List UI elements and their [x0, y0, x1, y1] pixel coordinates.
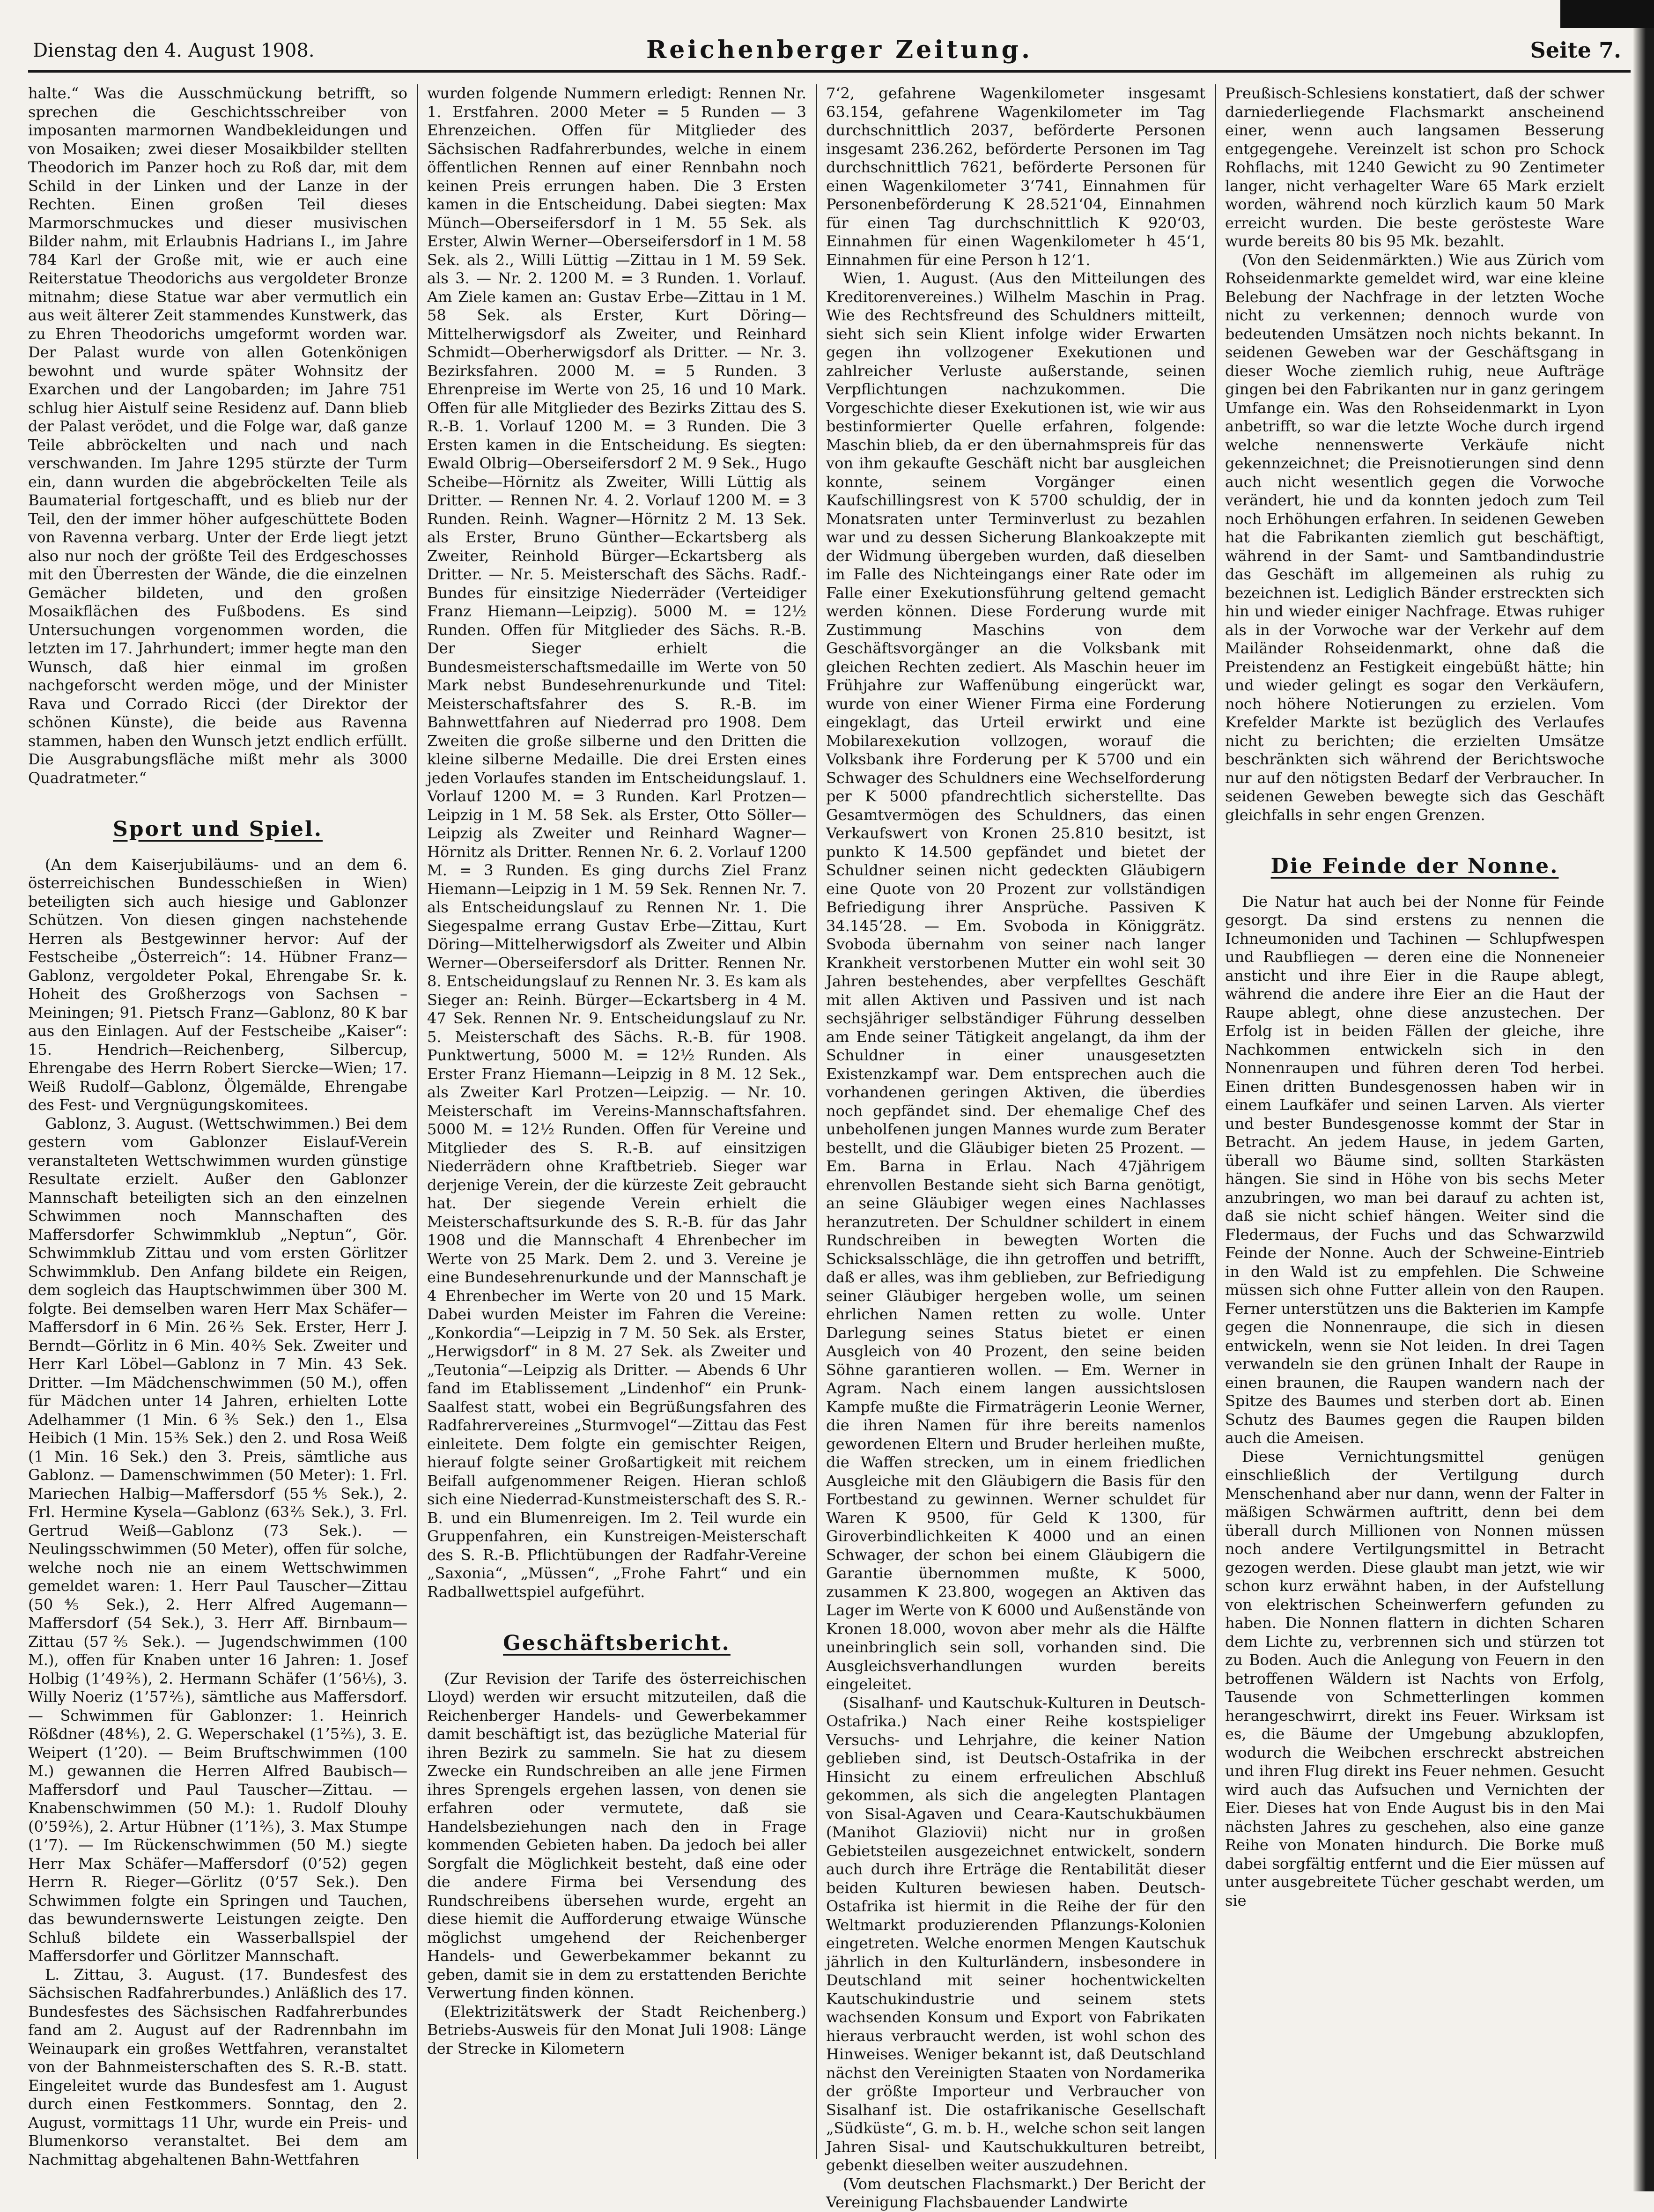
article-paragraph: Diese Vernichtungsmittel genügen einschließlich der Vertilgung durch Menschenhand aber nur dann, wenn der Falter in mäßigen Schwärmen auftritt, denn bei dem überall durch Millionen von Nonnen müssen noch andere Vertilgungsmittel in Betracht gezogen werden. Diese glaubt man jetzt, wie wir schon kurz erwähnt haben, in der Aufstellung von elektrischen Scheinwerfern gefunden zu haben. Die Nonnen flattern in dichten Scharen dem Lichte zu, verbrennen sich und stürzen tot zu Boden. Auch die Anlegung von Feuern in den betroffenen Wäldern ist Nachts von Erfolg, Tausende von Schmetterlingen kommen herangeschwirrt, direkt ins Feuer. Wirksam ist es, die Bäume der Umgebung abzuklopfen, wodurch die Weibchen erschreckt abstreichen und ihren Flug direkt ins Feuer nehmen. Gesucht wird auch das Aufsuchen und Vernichten der Eier. Dieses hat von Ende August bis in den Mai nächsten Jahres zu geschehen, also eine ganze Reihe von Monaten hindurch. Die Borke muß dabei sorgfältig entfernt und die Eier müssen auf unter ausgebreitete Tücher geschabt werden, um sie	[1225, 1447, 1604, 1909]
article-paragraph: (Elektrizitätswerk der Stadt Reichenberg.) Betriebs-Ausweis für den Monat Juli 1908: Länge der Strecke in Kilometern	[427, 2002, 806, 2057]
column-1	[28, 84, 407, 2168]
article-paragraph: Gablonz, 3. August. (Wettschwimmen.) Bei dem gestern vom Gablonzer Eislauf-Verein veranstalteten Wettschwimmen wurden günstige Resultate erzielt. Außer den Gablonzer Mannschaft beteiligten sich an den einzelnen Schwimmen noch Mannschaften des Maffersdorfer Schwimmklub „Neptun“, Gör. Schwimmklub Zittau und vom ersten Görlitzer Schwimmklub. Den Anfang bildete ein Reigen, dem sogleich das Hauptschwimmen über 300 M. folgte. Bei demselben waren Herr Max Schäfer—Maffersdorf in 6 Min. 26⅖ Sek. Erster, Herr J. Berndt—Görlitz in 6 Min. 40⅖ Sek. Zweiter und Herr Karl Löbel—Gablonz in 7 Min. 43 Sek. Dritter. —Im Mädchenschwimmen (50 M.), offen für Mädchen unter 14 Jahren, erhielten Lotte Adelhammer (1 Min. 6⅗ Sek.) den 1., Elsa Heibich (1 Min. 15⅗ Sek.) den 2. und Rosa Weiß (1 Min. 16 Sek.) den 3. Preis, sämtliche aus Gablonz. — Damenschwimmen (50 Meter): 1. Frl. Mariechen Halbig—Maffersdorf (55⅘ Sek.), 2. Frl. Hermine Kysela—Gablonz (63⅖ Sek.), 3. Frl. Gertrud Weiß—Gablonz (73 Sek.). — Neulingsschwimmen (50 Meter), offen für solche, welche noch nie an einem Wettschwimmen gemeldet waren: 1. Herr Paul Tauscher—Zittau (50⅘ Sek.), 2. Herr Alfred Augemann—Maffersdorf (54 Sek.), 3. Herr Aff. Birnbaum—Zittau (57⅖ Sek.). — Jugendschwimmen (100 M.), offen für Knaben unter 16 Jahren: 1. Josef Holbig (1’49⅖), 2. Hermann Schäfer (1’56⅕), 3. Willy Noeriz (1’57⅖), sämtliche aus Maffersdorf. — Schwimmen für Gablonzer: 1. Heinrich Rößdner (48⅘), 2. G. Weperschakel (1’5⅖), 3. E. Weipert (1’20). — Beim Bruftschwimmen (100 M.) gewannen die Herren Alfred Baubisch—Maffersdorf und Paul Tauscher—Zittau. — Knabenschwimmen (50 M.): 1. Rudolf Dlouhy (0’59⅖), 2. Artur Hübner (1’1⅖), 3. Max Stumpe (1’7). — Im Rückenschwimmen (50 M.) siegte Herr Max Schäfer—Maffersdorf (0’52) gegen Herrn R. Rieger—Görlitz (0’57 Sek.). Den Schwimmen folgte ein Springen und Tauchen, das bewundernswerte Leistungen zeigte. Den Schluß bildete ein Wasserballspiel der Maffersdorfer und Görlitzer Mannschaft.	[28, 1114, 407, 1965]
article-paragraph: (Vom deutschen Flachsmarkt.) Der Bericht der Vereinigung Flachsbauender Landwirte	[826, 2175, 1205, 2211]
column-rule	[417, 84, 418, 2159]
article-paragraph: Wien, 1. August. (Aus den Mitteilungen des Kreditorenvereines.) Wilhelm Maschin in Prag. Wie des Rechtsfreund des Schuldners mitteilt, sieht sich sein Klient infolge wider Erwarten gegen ihn vollzogener Exekutionen und zahlreicher Verluste außerstande, seinen Verpflichtungen nachzukommen. Die Vorgeschichte dieser Exekutionen ist, wie wir aus bestinformierter Quelle erfahren, folgende: Maschin blieb, da er den übernahmspreis für das von ihm gekaufte Geschäft nicht bar ausgleichen konnte, seinem Vorgänger einen Kaufschillingsrest von K 5700 schuldig, der in Monatsraten unter Terminverlust zu bezahlen war und zu dessen Sicherung Blankoakzepte mit der Widmung übergeben wurden, daß dieselben im Falle des Nichteingangs einer Rate oder im Falle einer Exekutionsführung geltend gemacht werden können. Diese Forderung wurde mit Zustimmung Maschins von dem Geschäftsvorgänger an die Volksbank mit gleichen Rechten zediert. Als Maschin heuer im Frühjahre zur Waffenübung eingerückt war, wurde von einer Wiener Firma eine Forderung eingeklagt, das Urteil erwirkt und eine Mobilarexekution vollzogen, worauf die Volksbank ihre Forderung per K 5700 und ein Schwager des Schuldners eine Wechselforderung per K 5000 pfandrechtlich sicherstellte. Das Gesamtvermögen des Schuldners, das einen Verkaufswert von Kronen 25.810 besitzt, ist punkto K 14.500 gepfändet und bietet der Schuldner seinen nicht gedeckten Gläubigern eine Quote von 20 Prozent zur vollständigen Befriedigung ihrer Ansprüche. Passiven K 34.145‘28. — Em. Svoboda in Königgrätz. Svoboda übernahm von seiner nach langer Krankheit verstorbenen Mutter ein wohl seit 30 Jahren bestehendes, aber verpfelltes Geschäft mit allen Aktiven und Passiven und ist nach sechsjähriger selbständiger Führung desselben am Ende seiner Tätigkeit angelangt, da ihm der Schuldner in einer unausgesetzten Existenzkampf war. Dem entsprechen auch die vorhandenen geringen Aktiven, die überdies noch gepfändet sind. Der ehemalige Chef des unbeholfenen jungen Mannes wurde zum Berater bestellt, und die Gläubiger bieten 25 Prozent. — Em. Barna in Erlau. Nach 47jährigem ehrenvollen Bestande sieht sich Barna genötigt, an seine Gläubiger wegen eines Nachlasses heranzutreten. Der Schuldner schildert in einem Rundschreiben in bewegten Worten die Schicksalsschläge, die ihn getroffen und betrifft, daß er alles, was ihm geblieben, zur Befriedigung seiner Gläubiger hergeben wolle, um seinen ehrlichen Namen retten zu wolle. Unter Darlegung seines Status bietet er einen Ausgleich von 40 Prozent, den seine beiden Söhne garantieren wollen. — Em. Werner in Agram. Nach einem langen aussichtslosen Kampfe mußte die Firmaträgerin Leonie Werner, die ihren Namen für ihre bereits namenlos gewordenen Eltern und Bruder herleihen mußte, die Waffen strecken, um in einem friedlichen Ausgleiche mit den Gläubigern die Basis für den Fortbestand zu gewinnen. Werner schuldet für Waren K 9500, für Geld K 1300, für Giroverbindlichkeiten K 4000 und an einen Schwager, der schon bei einem Gläubigern die Garantie übernommen mußte, K 5000, zusammen K 23.800, wogegen an Aktiven das Lager im Werte von K 6000 und Außenstände von Kronen 18.000, wovon aber mehr als die Hälfte uneinbringlich sein soll, vorhanden sind. Die Ausgleichsverhandlungen wurden bereits eingeleitet.	[826, 269, 1205, 1693]
article-text: Preußisch-Schlesiens konstatiert, daß der schwer darniederliegende Flachsmarkt anscheinend einer, wenn auch langsamen Besserung entgegengehe. Vereinzelt ist schon pro Schock Rohflachs, mit 1240 Gewicht zu 90 Zentimeter langer, nicht verhagelter Ware 65 Mark erzielt worden, während noch kürzlich kaum 50 Mark erreicht wurden. Die beste gerösteste Ware wurde bereits 80 bis 95 Mk. bezahlt.	[1225, 84, 1604, 250]
section-heading: Sport und Spiel.	[112, 817, 323, 841]
article-paragraph: (Von den Seidenmärkten.) Wie aus Zürich vom Rohseidenmarkte gemeldet wird, war eine kleine Belebung der Nachfrage in der letzten Woche nicht zu verkennen; dennoch wurde von bedeutenden Umsätzen noch nichts bekannt. In seidenen Geweben war der Geschäftsgang in dieser Woche ziemlich ruhig, neue Aufträge gingen bei den Fabrikanten nur in ganz geringem Umfange ein. Was den Rohseidenmarkt in Lyon anbetrifft, so war die letzte Woche durch irgend welche nennenswerte Verkäufe nicht gekennzeichnet; die Preisnotierungen sind denn auch nicht wesentlich gegen die Vorwoche verändert, hie und da konnten jedoch zum Teil noch Erhöhungen erfahren. In seidenen Geweben hat die Fabrikanten ziemlich gut beschäftigt, während in der Samt- und Samtbandindustrie das Geschäft im allgemeinen als ruhig zu bezeichnen ist. Lediglich Bänder erstreckten sich hin und wieder einiger Nachfrage. Etwas ruhiger als in der Vorwoche war der Verkehr auf dem Mailänder Rohseidenmarkt, ohne daß die Preistendenz an Festigkeit eingebüßt hätte; hin und wieder gelingt es sogar den Verkäufern, noch höhere Notierungen zu erzielen. Vom Krefelder Markte ist bezüglich des Verlaufes nicht zu berichten; die erzielten Umsätze beschränkten sich während der Berichtswoche nur auf den nötigsten Bedarf der Verbraucher. In seidenen Geweben bewegte sich das Geschäft gleichfalls in sehr engen Grenzen.	[1225, 251, 1604, 824]
columns	[28, 84, 1625, 2211]
column-4	[1225, 84, 1604, 2159]
article-text: wurden folgende Nummern erledigt: Rennen Nr. 1. Erstfahren. 2000 Meter = 5 Runden — 3 Ehrenzeichen. Offen für Mitglieder des Sächsischen Radfahrerbundes, welche in einem öffentlichen Rennen auf einer Rennbahn noch keinen Preis errungen haben. Die 3 Ersten kamen in die Entscheidung. Dabei siegten: Max Münch—Oberseifersdorf in 1 M. 55 Sek. als Erster, Alwin Werner—Oberseifersdorf in 1 M. 58 Sek. als 2., Willi Lüttig —Zittau in 1 M. 59 Sek. als 3. — Nr. 2. 1200 M. = 3 Runden. 1. Vorlauf. Am Ziele kamen an: Gustav Erbe—Zittau in 1 M. 58 Sek. als Erster, Kurt Döring—Mittelherwigsdorf als Zweiter, und Reinhard Schmidt—Oberherwigsdorf als Dritter. — Nr. 3. Bezirksfahren. 2000 M. = 5 Runden. 3 Ehrenpreise im Werte von 25, 16 und 10 Mark. Offen für alle Mitglieder des Bezirks Zittau des S. R.-B. 1. Vorlauf 1200 M. = 3 Runden. Die 3 Ersten kamen in die Entscheidung. Es siegten: Ewald Olbrig—Oberseifersdorf 2 M. 9 Sek., Hugo Scheibe—Hörnitz als Zweiter, Willi Lüttig als Dritter. — Rennen Nr. 4. 2. Vorlauf 1200 M. = 3 Runden. Reinh. Wagner—Hörnitz 2 M. 13 Sek. als Erster, Bruno Günther—Eckartsberg als Zweiter, Reinhold Bürger—Eckartsberg als Dritter. — Nr. 5. Meisterschaft des Sächs. Radf.-Bundes für einsitzige Niederräder (Verteidiger Franz Hiemann—Leipzig). 5000 M. = 12½ Runden. Offen für Mitglieder des Sächs. R.-B. Der Sieger erhielt die Bundesmeisterschaftsmedaille im Werte von 50 Mark nebst Bundesehrenurkunde und Titel: Meisterschaftsfahrer des S. R.-B. im Bahnwettfahren auf Niederrad pro 1908. Dem Zweiten die große silberne und den Dritten die kleine silberne Medaille. Die drei Ersten eines jeden Vorlaufes standen im Entscheidungslauf. 1. Vorlauf 1200 M. = 3 Runden. Karl Protzen—Leipzig in 1 M. 58 Sek. als Erster, Otto Söller—Leipzig als Zweiter und Reinhard Wagner—Hörnitz als Dritter. Rennen Nr. 6. 2. Vorlauf 1200 M. = 3 Runden. Es ging durchs Ziel Franz Hiemann—Leipzig in 1 M. 59 Sek. Rennen Nr. 7. als Entscheidungslauf zu Rennen Nr. 1. Die Siegespalme errang Gustav Erbe—Zittau, Kurt Döring—Mittelherwigsdorf als Zweiter und Albin Werner—Oberseifersdorf als Dritter. Rennen Nr. 8. Entscheidungslauf zu Rennen Nr. 3. Es kam als Sieger an: Reinh. Bürger—Eckartsberg in 4 M. 47 Sek. Rennen Nr. 9. Entscheidungslauf zu Nr. 5. Meisterschaft des Sächs. R.-B. für 1908. Punktwertung, 5000 M. = 12½ Runden. Als Erster Franz Hiemann—Leipzig in 8 M. 12 Sek., als Zweiter Karl Protzen—Leipzig. — Nr. 10. Meisterschaft im Vereins-Mannschaftsfahren. 5000 M. = 12½ Runden. Offen für Vereine und Mitglieder des S. R.-B. auf einsitzigen Niederrädern ohne Kraftbetrieb. Sieger war derjenige Verein, der die kürzeste Zeit gebraucht hat. Der siegende Verein erhielt die Meisterschaftsurkunde des S. R.-B. für das Jahr 1908 und die Mannschaft 4 Ehrenbecher im Werte von 25 Mark. Dem 2. und 3. Vereine je eine Bundesehrenurkunde und der Mannschaft je 4 Ehrenbecher im Werte von 20 und 15 Mark. Dabei wurden Meister im Fahren die Vereine: „Konkordia“—Leipzig in 7 M. 50 Sek. als Erster, „Herwigsdorf“ in 8 M. 27 Sek. als Zweiter und „Teutonia“—Leipzig als Dritter. — Abends 6 Uhr fand im Etablissement „Lindenhof“ ein Prunk-Saalfest statt, wobei ein Begrüßungsfahren des Radfahrervereines „Sturmvogel“—Zittau das Fest einleitete. Dem folgte ein gemischter Reigen, hierauf folgte seiner Großartigkeit mit reichem Beifall aufgenommener Reigen. Hieran schloß sich eine Niederrad-Kunstmeisterschaft des S. R.-B. und ein Blumenreigen. Im 2. Teil wurde ein Gruppenfahren, ein Kunstreigen-Meisterschaft des S. R.-B. Pflichtübungen der Radfahr-Vereine „Saxonia“, „Müssen“, „Frohe Fahrt“ und ein Radballwettspiel aufgeführt.	[427, 84, 806, 1601]
article-paragraph: L. Zittau, 3. August. (17. Bundesfest des Sächsischen Radfahrerbundes.) Anläßlich des 17. Bundesfestes des Sächsischen Radfahrerbundes fand am 2. August auf der Radrennbahn im Weinaupark ein großes Wettfahren, veranstaltet von der Bahnmeisterschaften des S. R.-B. statt. Eingeleitet wurde das Bundesfest am 1. August durch einen Festkommers. Sonntag, den 2. August, vormittags 11 Uhr, wurde ein Preis- und Blumenkorso veranstaltet. Bei dem am Nachmittag abgehaltenen Bahn-Wettfahren	[28, 1965, 407, 2168]
column-rule	[816, 84, 817, 2159]
article-paragraph: (Zur Revision der Tarife des österreichischen Lloyd) werden wir ersucht mitzuteilen, daß die Reichenberger Handels- und Gewerbekammer damit beschäftigt ist, das bezügliche Material für ihren Bezirk zu sammeln. Sie hat zu diesem Zwecke ein Rundschreiben an alle jene Firmen ihres Sprengels ergehen lassen, von denen sie erfahren oder vermutete, daß sie Handelsbeziehungen nach den in Frage kommenden Gebieten haben. Da jedoch bei aller Sorgfalt die Möglichkeit besteht, daß eine oder die andere Firma bei Versendung des Rundschreibens übersehen wurde, ergeht an diese hiemit die Aufforderung etwaige Wünsche möglichst umgehend der Reichenberger Handels- und Gewerbekammer bekannt zu geben, damit sie in dem zu erstattenden Berichte Verwertung finden können.	[427, 1669, 806, 2002]
article-paragraph: (Sisalhanf- und Kautschuk-Kulturen in Deutsch-Ostafrika.) Nach einer Reihe kostspieliger Versuchs- und Lehrjahre, die keiner Nation geblieben sind, ist Deutsch-Ostafrika in der Hinsicht zu einem erfreulichen Abschluß gekommen, als sich die angelegten Plantagen von Sisal-Agaven und Ceara-Kautschukbäumen (Manihot Glaziovii) nicht nur in großen Gebietsteilen ausgezeichnet entwickelt, sondern auch durch ihre Erträge die Rentabilität dieser beiden Kulturen bewiesen haben. Deutsch-Ostafrika ist hiermit in die Reihe der für den Weltmarkt produzierenden Pflanzungs-Kolonien eingetreten. Welche enormen Mengen Kautschuk jährlich in den Kulturländern, insbesondere in Deutschland mit seiner hochentwickelten Kautschukindustrie und seinem stets wachsenden Konsum und Export von Fabrikaten hieraus verbraucht werden, ist wohl schon des Hinweises. Weniger bekannt ist, daß Deutschland nächst den Vereinigten Staaten von Nordamerika der größte Importeur und Verbraucher von Sisalhanf ist. Die ostafrikanische Gesellschaft „Südküste“, G. m. b. H., welche schon seit langen Jahren Sisal- und Kautschukkulturen betreibt, gebenkt dieselben weiter auszudehnen.	[826, 1694, 1205, 2174]
page-header	[28, 19, 1631, 73]
article-text: 7‘2, gefahrene Wagenkilometer insgesamt 63.154, gefahrene Wagenkilometer im Tag durchschnittlich 2037, beförderte Personen insgesamt 236.262, beförderte Personen im Tag durchschnittlich 7621, beförderte Personen für einen Wagenkilometer 3‘741, Einnahmen für Personenbeförderung K 28.521‘04, Einnahmen für einen Tag durchschnittlich K 920‘03, Einnahmen für einen Wagenkilometer h 45‘1, Einnahmen für eine Person h 12‘1.	[826, 84, 1205, 269]
scan-corner	[1560, 0, 1654, 28]
scan-edge	[1633, 0, 1654, 2191]
article-paragraph: (An dem Kaiserjubiläums- und an dem 6. österreichischen Bundesschießen in Wien) beteiligten sich auch hiesige und Gablonzer Schützen. Von diesen gingen nachstehende Herren als Bestgewinner hervor: Auf der Festscheibe „Österreich“: 14. Hübner Franz—Gablonz, vergoldeter Pokal, Ehrengabe Sr. k. Hoheit des Großherzogs von Sachsen – Meiningen; 91. Pietsch Franz—Gablonz, 80 K bar aus den Einlagen. Auf der Festscheibe „Kaiser“: 15. Hendrich—Reichenberg, Silbercup, Ehrengabe des Herrn Robert Siercke—Wien; 17. Weiß Rudolf—Gablonz, Ölgemälde, Ehrengabe des Fest- und Vergnügungskomitees.	[28, 855, 407, 1114]
column-3	[826, 84, 1205, 2211]
section-heading: Geschäftsbericht.	[503, 1631, 731, 1655]
article-text: halte.“ Was die Ausschmückung betrifft, so sprechen die Geschichtsschreiber von imposanten marmornen Wandbekleidungen und von Mosaiken; zwei dieser Mosaikbilder stellten Theodorich im Panzer hoch zu Roß dar, mit dem Schild in der Linken und der Lanze in der Rechten. Einen großen Teil dieses Marmorschmuckes und dieser musivischen Bilder nahm, mit Erlaubnis Hadrians I., im Jahre 784 Karl der Große mit, wie er auch eine Reiterstatue Theodorichs aus vergoldeter Bronze mitnahm; diese Statue war aber vermutlich ein aus weit älterer Zeit stammendes Kunstwerk, das zu Ehren Theodorichs umgeformt worden war. Der Palast wurde von allen Gotenkönigen bewohnt und wurde später Wohnsitz der Exarchen und der Langobarden; im Jahre 751 schlug hier Aistulf seine Residenz auf. Dann blieb der Palast verödet, und die Folge war, daß ganze Teile abbröckelten und nach und nach verschwanden. Im Jahre 1295 stürzte der Turm ein, dann wurden die abgebröckelten Teile als Baumaterial fortgeschafft, und es blieb nur der Teil, den der immer höher aufgeschüttete Boden von Ravenna verbarg. Unter der Erde liegt jetzt also nur noch der größte Teil des Erdgeschosses mit den Überresten der Wände, die die einzelnen Gemächer bildeten, und den großen Mosaikflächen des Fußbodens. Es sind Untersuchungen vorgenommen worden, die letzten im 17. Jahrhundert; immer hegte man den Wunsch, daß hier einmal im großen nachgeforscht werden möge, und der Minister Rava und Corrado Ricci (der Direktor der schönen Künste), die beide aus Ravenna stammen, haben den Wunsch jetzt endlich erfüllt. Die Ausgrabungsfläche mißt mehr als 3000 Quadratmeter.“	[28, 84, 407, 787]
section-heading: Die Feinde der Nonne.	[1270, 854, 1559, 878]
column-rule	[1215, 84, 1216, 2159]
header-date: Dienstag den 4. August 1908.	[33, 40, 315, 61]
article-paragraph: Die Natur hat auch bei der Nonne für Feinde gesorgt. Da sind erstens zu nennen die Ichneumoniden und Tachinen — Schlupfwespen und Raubfliegen — deren eine die Nonneneier ansticht und ihre Eier in die Raupe ablegt, während die andere ihre Eier an die Haut der Raupe ablegt, ohne diese anzustechen. Der Erfolg ist in beiden Fällen der gleiche, ihre Nachkommen entwickeln sich in den Nonnenraupen und führen deren Tod herbei. Einen dritten Bundesgenossen haben wir in einem Laufkäfer und seinen Larven. Als vierter und bester Bundesgenosse kommt der Star in Betracht. An jedem Hause, in jedem Garten, überall wo Bäume sind, sollten Starkästen hängen. Sie sind in Höhe von bis sechs Meter anzubringen, wo man bei darauf zu achten ist, daß sie nicht schief hängen. Weiter sind die Fledermaus, der Fuchs und das Schwarzwild Feinde der Nonne. Auch der Schweine-Eintrieb in den Wald ist zu empfehlen. Die Schweine müssen sich ohne Futter allein von den Raupen. Ferner unterstützen uns die Bakterien im Kampfe gegen die Nonnenraupe, die sich in diesen entwickeln, wenn sie Not leiden. In drei Tagen verwandeln sie den grünen Inhalt der Raupe in einen braunen, die Raupen wandern nach der Spitze des Baumes und sterben dort ab. Einen Schutz des Baumes gegen die Raupen bilden auch die Ameisen.	[1225, 892, 1604, 1447]
column-2	[427, 84, 806, 2159]
masthead-title: Reichenberger Zeitung.	[646, 36, 1033, 64]
page-number: Seite 7.	[1530, 37, 1621, 63]
